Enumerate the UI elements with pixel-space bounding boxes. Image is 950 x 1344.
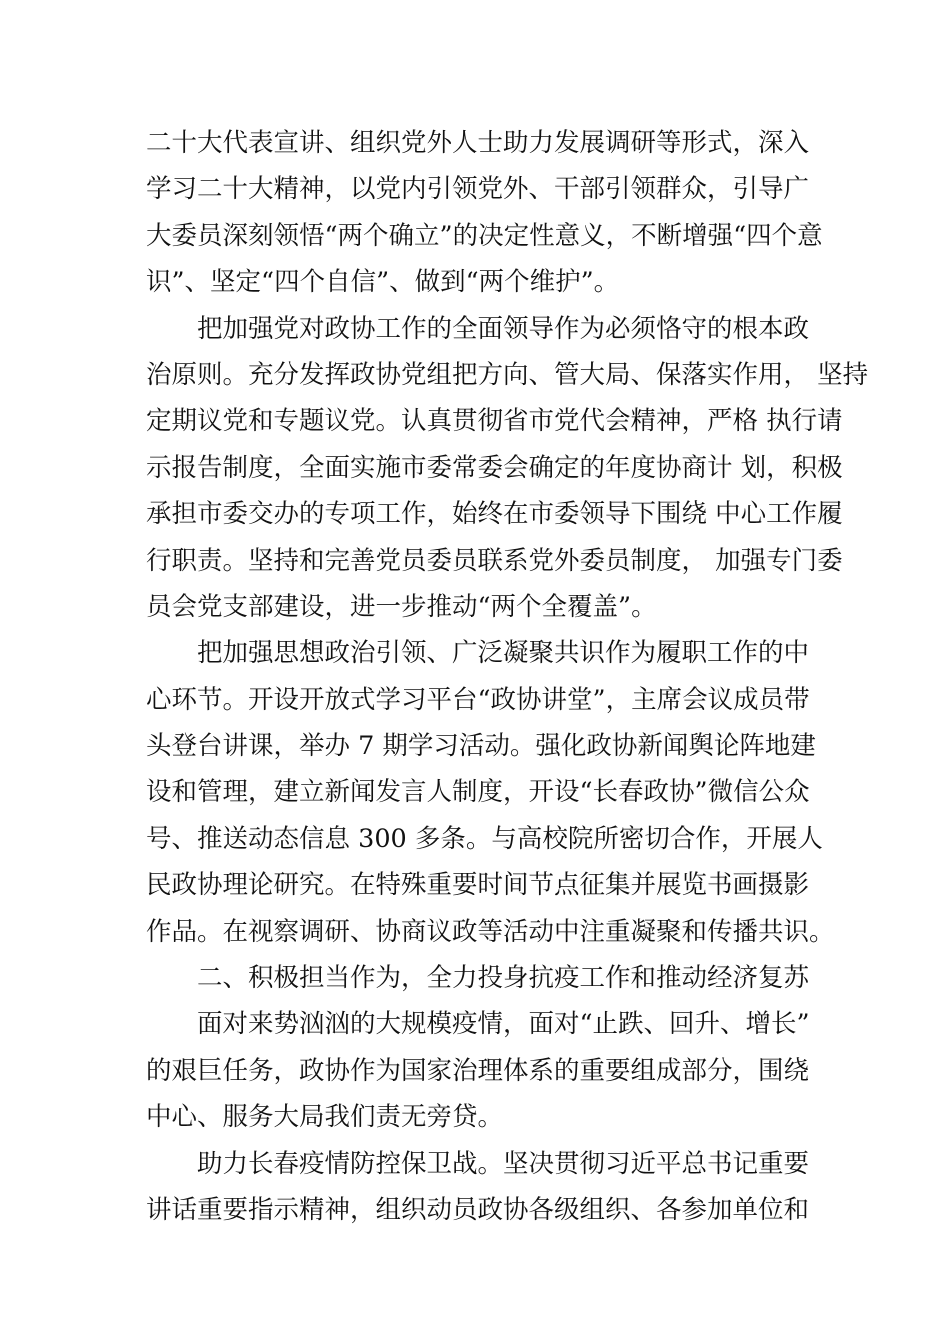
text-line-16: 号、推送动态信息 300 多条。与高校院所密切合作，开展人: [146, 823, 823, 854]
text-line-7: 定期议党和专题议党。认真贯彻省市党代会精神，严格 执行请: [146, 406, 843, 437]
text-line-13: 心环节。开设开放式学习平台“政协讲堂”，主席会议成员带: [146, 684, 810, 715]
text-line-21: 的艰巨任务，政协作为国家治理体系的重要组成部分，围绕: [146, 1055, 810, 1086]
text-line-8: 示报告制度，全面实施市委常委会确定的年度协商计 划，积极: [146, 452, 843, 483]
text-line-3: 大委员深刻领悟“两个确立”的决定性意义，不断增强“四个意: [146, 220, 823, 251]
text-line-17: 民政协理论研究。在特殊重要时间节点征集并展览书画摄影: [146, 870, 810, 901]
paragraph-start-line: 把加强思想政治引领、广泛凝聚共识作为履职工作的中: [197, 638, 810, 669]
section-heading: 二、积极担当作为，全力投身抗疫工作和推动经济复苏: [197, 963, 810, 994]
text-line-1: 二十大代表宣讲、组织党外人士助力发展调研等形式，深入: [146, 128, 810, 158]
text-line-22: 中心、服务大局我们责无旁贷。: [146, 1102, 504, 1133]
text-line-6: 治原则。充分发挥政协党组把方向、管大局、保落实作用， 坚持: [146, 359, 869, 390]
text-line-2: 学习二十大精神，以党内引领党外、干部引领群众，引导广: [146, 174, 810, 205]
text-line-24: 讲话重要指示精神，组织动员政协各级组织、各参加单位和: [146, 1194, 810, 1225]
text-line-15: 设和管理，建立新闻发言人制度，开设“长春政协”微信公众: [146, 777, 810, 808]
text-line-10: 行职责。坚持和完善党员委员联系党外委员制度， 加强专门委: [146, 545, 843, 576]
text-line-4: 识”、坚定“四个自信”、做到“两个维护”。: [146, 267, 620, 298]
paragraph-start-line: 面对来势汹汹的大规模疫情，面对“止跌、回升、增长”: [197, 1009, 810, 1040]
text-line-9: 承担市委交办的专项工作，始终在市委领导下围绕 中心工作履: [146, 499, 843, 530]
document-body: [146, 120, 869, 1233]
paragraph-start-line: 助力长春疫情防控保卫战。坚决贯彻习近平总书记重要: [197, 1148, 810, 1179]
text-line-18: 作品。在视察调研、协商议政等活动中注重凝聚和传播共识。: [146, 916, 835, 947]
paragraph-start-line: 把加强党对政协工作的全面领导作为必须恪守的根本政: [197, 313, 810, 344]
text-line-11: 员会党支部建设，进一步推动“两个全覆盖”。: [146, 591, 657, 622]
text-line-14: 头登台讲课，举办 7 期学习活动。强化政协新闻舆论阵地建: [146, 731, 816, 762]
